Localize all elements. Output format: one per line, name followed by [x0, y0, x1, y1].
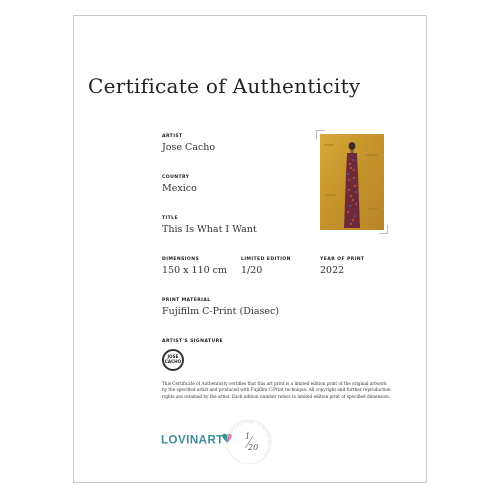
dimensions-value: 150 x 110 cm [162, 265, 228, 276]
artwork-title-label: TITLE [162, 216, 179, 221]
limited-edition-value: 1/20 [241, 265, 263, 276]
artist-label: ARTIST [162, 134, 183, 139]
edition-total: 20 [248, 443, 259, 452]
country-value: Mexico [162, 183, 197, 194]
print-material-value: Fujifilm C-Print (Diasec) [162, 306, 280, 317]
artwork-image [320, 134, 384, 230]
print-material-label: PRINT MATERIAL [162, 298, 211, 303]
certificate-statement: This Certificate of Authenticity certifies that this art print is a limited edition print of the original artwork by the specified artist and produced with Fujifilm C-Print technique. All copyright and further reproduction rights are retained by the artist. Each edition number refers to limited edition print of specified dimension. [162, 381, 391, 399]
edition-seal [224, 417, 274, 467]
signature-label: ARTIST'S SIGNATURE [162, 339, 224, 344]
certificate-title: Certificate of Authenticity [88, 74, 361, 98]
seal-ring-text: LIMITED EDITION · LIMITED EDITION · [226, 419, 272, 460]
artwork-frame [316, 130, 388, 234]
lovinart-wordmark: LOVINART [161, 434, 224, 447]
year-of-print-value: 2022 [320, 265, 345, 276]
edition-number: 1 [245, 432, 251, 441]
artist-value: Jose Cacho [162, 142, 216, 153]
artwork-title-value: This Is What I Want [162, 224, 257, 235]
limited-edition-label: LIMITED EDITION [241, 257, 291, 262]
signature-stamp [162, 349, 184, 371]
country-label: COUNTRY [162, 175, 190, 180]
signature-stamp-line2: CACHO [164, 359, 182, 364]
year-of-print-label: YEAR OF PRINT [320, 257, 365, 262]
signature-stamp-line1: JOSE [167, 354, 179, 360]
dimensions-label: DIMENSIONS [162, 257, 200, 262]
